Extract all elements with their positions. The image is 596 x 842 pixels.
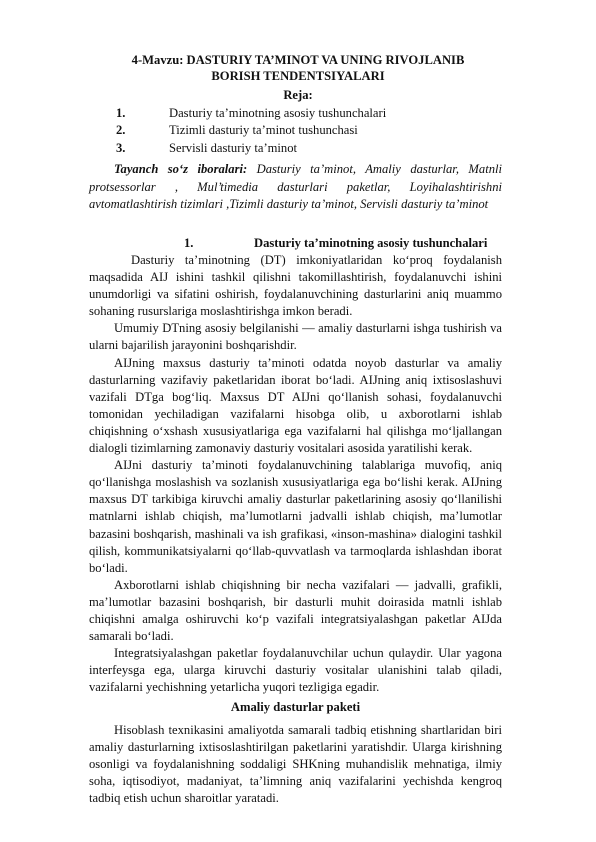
plan-item-number: 3. <box>116 140 126 155</box>
plan-list <box>116 105 386 157</box>
body-paragraph: Axborotlarni ishlab chiqishning bir necha vazifalari — jadvalli, grafikli, ma’lumotlar bazasini boshqarish, bir dasturli muhit doirasida matnli ishlab chiqishni amalga oshiruvchi ko‘p vazifali integratsiyalashgan paketlar AIJda samarali bo‘ladi. <box>89 577 502 644</box>
body-paragraph: Umumiy DTning asosiy belgilanishi — amaliy dasturlarni ishga tushirish va ularni bajarilish jarayonini boshqarishdir. <box>89 321 502 353</box>
title-line-2: BORISH TENDENTSIYALARI <box>211 68 385 83</box>
keywords-label: Tayanch so‘z iboralari: <box>114 162 248 176</box>
page-title <box>60 53 536 84</box>
plan-item <box>116 105 386 122</box>
plan-label: Reja: <box>283 88 313 102</box>
plan-item-text: Dasturiy ta’minotning asosiy tushunchalari <box>169 106 387 120</box>
section-body <box>89 252 502 807</box>
subsection-heading: Amaliy dasturlar paketi <box>230 700 361 715</box>
plan-item-number: 1. <box>116 106 126 120</box>
section-number: 1. <box>184 236 194 250</box>
keywords-text: Dasturiy ta’minot, Amaliy dasturlar, Matnli protsessorlar , Mul’timedia dasturlari paketlar, Loyihalashtirishni avtomatlashtirish tizimlari ,Tizimli dasturiy ta’minot, Servisli dasturiy ta’minot <box>89 162 502 212</box>
body-paragraph: AIJning maxsus dasturiy ta’minoti odatda noyob dasturlar va amaliy dasturlarning vazifaviy paketlaridan iborat bo‘ladi. AIJning aniq ixtisoslashuvi vazifali DTga bog‘liq. Maxsus DT AIJni qo‘llanish sohasi, foydalanuvchi tomonidan yechiladigan vazifalarni hisobga olib, u axborotlarni ishlab chiqishning o‘xshash xususiyatlariga ega vazifalarni hal qilishga mo‘ljallangan dialogli tizimlarning zamonaviy dasturiy vositalari asosida yaratilishi kerak. <box>89 355 502 456</box>
plan-item <box>116 122 386 139</box>
section-title: Dasturiy ta’minotning asosiy tushunchalari <box>254 236 488 250</box>
keywords-paragraph <box>89 161 502 214</box>
body-paragraph: Dasturiy ta’minotning (DT) imkoniyatlaridan ko‘proq foydalanish maqsadida AIJ ishini tashkil qilishni takomillashtirish, foydalanuvchi ishini unumdorligi va sifatini oshirish, foydalanuvchining dasturlarini aniq muammo sohaning rusurslariga moslashtirishga imkon beradi. <box>89 253 502 319</box>
body-paragraph: Hisoblash texnikasini amaliyotda samarali tadbiq etishning shartlaridan biri amaliy dasturlarning ixtisoslashtirilgan paketlarini yaratishdir. Ularga kirishning osonligi va foydalanishning soddaligi SHKning muhandislik mehnatiga, ilmiy soha, iqtisodiyot, madaniyat, ta’limning aniq vazifalarini yechishda kengroq tadbiq etish uchun sharoitlar yaratadi. <box>89 722 502 805</box>
title-line-1: 4-Mavzu: DASTURIY TA’MINOT VA UNING RIVOJLANIB <box>131 53 465 67</box>
plan-item-number: 2. <box>116 123 126 138</box>
plan-item-text: Servisli dasturiy ta’minot <box>169 140 298 155</box>
body-paragraph: Integratsiyalashgan paketlar foydalanuvchilar uchun qulaydir. Ular yagona interfeysga ega, ularga kiruvchi dasturiy vositalar ulanishini talab qiladi, vazifalarni yechishning yetarlicha yuqori tezligiga egadir. <box>89 646 502 695</box>
body-paragraph: AIJni dasturiy ta’minoti foydalanuvchining talablariga muvofiq, aniq qo‘llanishga moslashish va sozlanish xususiyatlariga ega bo‘lishi kerak. AIJning maxsus DT tarkibiga kiruvchi amaliy dasturlar paketlarining asosiy qo‘llanilishi matnlarni ishlab chiqish, ma’lumotlarni jadvalli ishlab chiqish, ma’lumotlar bazasini boshqarish, mashinali va ish grafikasi, «inson-mashina» dialogini tashkil qilish, kommunikatsiyalarni qo‘llab-quvvatlash va tarmoqlarda ishlashdan iborat bo‘ladi. <box>89 458 502 575</box>
plan-item-text: Tizimli dasturiy ta’minot tushunchasi <box>169 123 358 138</box>
plan-item <box>116 140 386 157</box>
